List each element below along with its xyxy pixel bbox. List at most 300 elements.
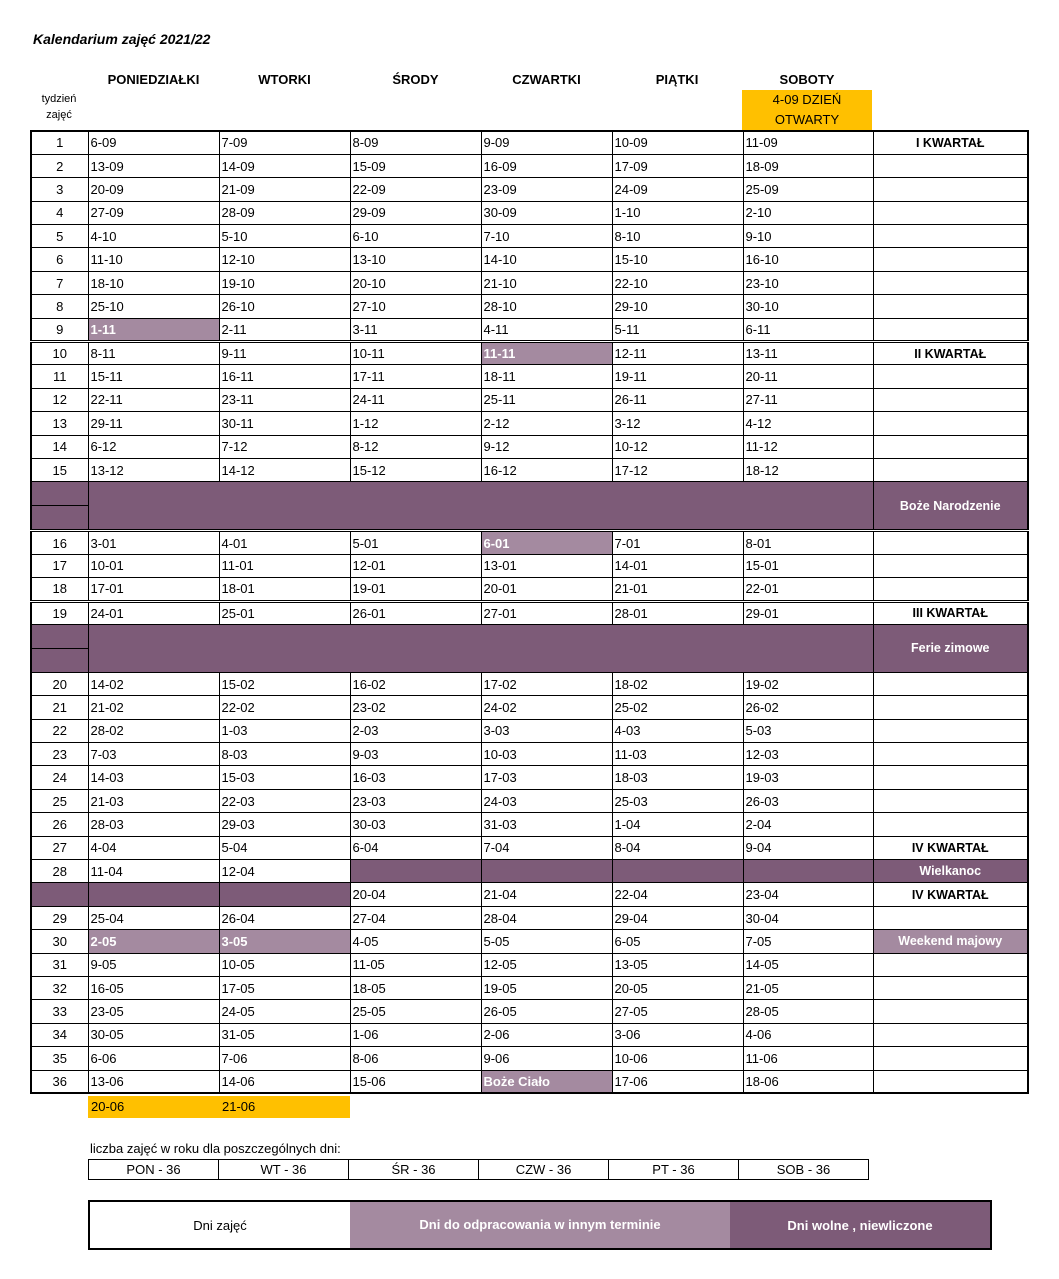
quarter-note bbox=[873, 953, 1028, 976]
day-cell: 18-09 bbox=[743, 154, 873, 177]
day-cell: 18-02 bbox=[612, 672, 743, 695]
day-cell: 31-05 bbox=[219, 1023, 350, 1046]
quarter-note bbox=[873, 318, 1028, 341]
day-cell: 21-02 bbox=[88, 696, 219, 719]
day-cell: 21-01 bbox=[612, 578, 743, 601]
day-cell bbox=[612, 860, 743, 883]
day-cell: 25-10 bbox=[88, 295, 219, 318]
day-cell: 15-09 bbox=[350, 154, 481, 177]
day-cell: 27-04 bbox=[350, 906, 481, 929]
day-cell: 14-12 bbox=[219, 458, 350, 481]
day-cell: 2-06 bbox=[481, 1023, 612, 1046]
day-cell: 18-12 bbox=[743, 458, 873, 481]
day-cell: 8-12 bbox=[350, 435, 481, 458]
day-cell: 9-04 bbox=[743, 836, 873, 859]
day-cell: 6-05 bbox=[612, 930, 743, 953]
day-cell: 9-03 bbox=[350, 743, 481, 766]
quarter-note bbox=[873, 531, 1028, 554]
day-cell: 28-09 bbox=[219, 201, 350, 224]
day-cell: 31-03 bbox=[481, 813, 612, 836]
day-cell: 30-04 bbox=[743, 906, 873, 929]
quarter-note bbox=[873, 1000, 1028, 1023]
week-row bbox=[31, 789, 1028, 812]
week-number: 33 bbox=[31, 1000, 88, 1023]
week-number: 11 bbox=[31, 365, 88, 388]
day-cell: 12-04 bbox=[219, 860, 350, 883]
week-row bbox=[31, 719, 1028, 742]
week-number: 13 bbox=[31, 412, 88, 435]
day-cell: 14-05 bbox=[743, 953, 873, 976]
day-cell: 11-06 bbox=[743, 1047, 873, 1070]
day-cell: 18-11 bbox=[481, 365, 612, 388]
day-cell: 20-11 bbox=[743, 365, 873, 388]
day-cell: 15-01 bbox=[743, 554, 873, 577]
day-cell: 28-03 bbox=[88, 813, 219, 836]
calendar-table bbox=[30, 130, 1029, 1094]
quarter-note bbox=[873, 388, 1028, 411]
week-row bbox=[31, 318, 1028, 341]
day-cell: 26-05 bbox=[481, 1000, 612, 1023]
day-cell: 20-04 bbox=[350, 883, 481, 906]
day-cell: 4-12 bbox=[743, 412, 873, 435]
day-cell: 18-10 bbox=[88, 271, 219, 294]
day-cell: 3-06 bbox=[612, 1023, 743, 1046]
day-cell: 23-05 bbox=[88, 1000, 219, 1023]
day-cell: 10-05 bbox=[219, 953, 350, 976]
day-cell: 3-03 bbox=[481, 719, 612, 742]
week-row bbox=[31, 601, 1028, 624]
legend-makeup-days: Dni do odpracowania w innym terminie bbox=[350, 1201, 730, 1249]
week-number: 35 bbox=[31, 1047, 88, 1070]
day-cell: 17-11 bbox=[350, 365, 481, 388]
day-cell: 16-11 bbox=[219, 365, 350, 388]
day-cell: 1-03 bbox=[219, 719, 350, 742]
day-cell: 24-05 bbox=[219, 1000, 350, 1023]
week-row bbox=[31, 365, 1028, 388]
count-friday: PT - 36 bbox=[609, 1160, 739, 1180]
day-cell: 6-12 bbox=[88, 435, 219, 458]
day-cell: 29-04 bbox=[612, 906, 743, 929]
week-number: 23 bbox=[31, 743, 88, 766]
day-cell: 11-01 bbox=[219, 554, 350, 577]
day-cell: 21-04 bbox=[481, 883, 612, 906]
day-cell: 16-09 bbox=[481, 154, 612, 177]
day-cell: 23-03 bbox=[350, 789, 481, 812]
day-cell: 23-04 bbox=[743, 883, 873, 906]
counts-table bbox=[88, 1159, 869, 1180]
day-cell: 18-01 bbox=[219, 578, 350, 601]
day-cell: 25-04 bbox=[88, 906, 219, 929]
week-row bbox=[31, 342, 1028, 365]
week-number: 28 bbox=[31, 860, 88, 883]
week-row bbox=[31, 578, 1028, 601]
day-cell: 19-10 bbox=[219, 271, 350, 294]
day-cell: 29-11 bbox=[88, 412, 219, 435]
day-cell: 12-10 bbox=[219, 248, 350, 271]
day-cell: 22-02 bbox=[219, 696, 350, 719]
day-cell: 12-05 bbox=[481, 953, 612, 976]
week-number: 31 bbox=[31, 953, 88, 976]
day-cell: 7-10 bbox=[481, 225, 612, 248]
day-cell: 27-10 bbox=[350, 295, 481, 318]
day-cell: 3-11 bbox=[350, 318, 481, 341]
week-number: 3 bbox=[31, 178, 88, 201]
legend-class-days: Dni zajęć bbox=[193, 1217, 247, 1233]
week-row bbox=[31, 930, 1028, 953]
day-cell: 14-09 bbox=[219, 154, 350, 177]
week-number: 1 bbox=[31, 131, 88, 154]
week-number: 8 bbox=[31, 295, 88, 318]
quarter-note: I KWARTAŁ bbox=[873, 131, 1028, 154]
day-cell: 27-01 bbox=[481, 601, 612, 624]
week-number: 27 bbox=[31, 836, 88, 859]
day-cell: 14-06 bbox=[219, 1070, 350, 1093]
day-cell: 19-05 bbox=[481, 977, 612, 1000]
day-cell: 3-12 bbox=[612, 412, 743, 435]
week-row bbox=[31, 860, 1028, 883]
day-cell: 5-10 bbox=[219, 225, 350, 248]
quarter-note bbox=[873, 578, 1028, 601]
day-cell: 25-03 bbox=[612, 789, 743, 812]
quarter-note bbox=[873, 248, 1028, 271]
day-cell: 24-11 bbox=[350, 388, 481, 411]
quarter-note bbox=[873, 1047, 1028, 1070]
quarter-note bbox=[873, 766, 1028, 789]
quarter-note bbox=[873, 295, 1028, 318]
day-cell: 26-01 bbox=[350, 601, 481, 624]
day-cell: 19-03 bbox=[743, 766, 873, 789]
day-cell: 28-04 bbox=[481, 906, 612, 929]
week-number: 4 bbox=[31, 201, 88, 224]
day-cell: 22-01 bbox=[743, 578, 873, 601]
day-cell: 26-04 bbox=[219, 906, 350, 929]
day-cell: 12-03 bbox=[743, 743, 873, 766]
day-cell: 7-03 bbox=[88, 743, 219, 766]
day-cell: 21-09 bbox=[219, 178, 350, 201]
break-week-cell bbox=[31, 648, 88, 672]
quarter-note: II KWARTAŁ bbox=[873, 342, 1028, 365]
day-cell: 2-03 bbox=[350, 719, 481, 742]
week-row bbox=[31, 458, 1028, 481]
day-cell: 7-06 bbox=[219, 1047, 350, 1070]
day-cell: 27-05 bbox=[612, 1000, 743, 1023]
day-cell: 20-10 bbox=[350, 271, 481, 294]
day-cell: 17-05 bbox=[219, 977, 350, 1000]
day-cell: 25-02 bbox=[612, 696, 743, 719]
week-number: 5 bbox=[31, 225, 88, 248]
day-cell: 8-01 bbox=[743, 531, 873, 554]
day-cell: 28-01 bbox=[612, 601, 743, 624]
day-cell: 8-09 bbox=[350, 131, 481, 154]
day-cell: 7-12 bbox=[219, 435, 350, 458]
break-label: Ferie zimowe bbox=[873, 624, 1028, 672]
day-cell: 21-10 bbox=[481, 271, 612, 294]
day-cell: 1-06 bbox=[350, 1023, 481, 1046]
day-cell: 14-10 bbox=[481, 248, 612, 271]
quarter-note bbox=[873, 435, 1028, 458]
day-cell: 12-11 bbox=[612, 342, 743, 365]
day-cell: 26-10 bbox=[219, 295, 350, 318]
week-row bbox=[31, 131, 1028, 154]
quarter-note bbox=[873, 696, 1028, 719]
day-cell: 1-10 bbox=[612, 201, 743, 224]
day-cell: 11-09 bbox=[743, 131, 873, 154]
day-cell: 28-05 bbox=[743, 1000, 873, 1023]
day-cell: 23-02 bbox=[350, 696, 481, 719]
week-row bbox=[31, 388, 1028, 411]
week-number: 18 bbox=[31, 578, 88, 601]
day-cell: 4-10 bbox=[88, 225, 219, 248]
day-cell: 10-06 bbox=[612, 1047, 743, 1070]
day-cell: 13-09 bbox=[88, 154, 219, 177]
week-row bbox=[31, 977, 1028, 1000]
day-cell: 2-10 bbox=[743, 201, 873, 224]
day-cell: 9-10 bbox=[743, 225, 873, 248]
week-row bbox=[31, 813, 1028, 836]
header-thursday: CZWARTKI bbox=[512, 72, 581, 87]
quarter-note bbox=[873, 789, 1028, 812]
day-cell: 29-09 bbox=[350, 201, 481, 224]
day-cell: 20-09 bbox=[88, 178, 219, 201]
day-cell: 23-11 bbox=[219, 388, 350, 411]
day-cell: 30-11 bbox=[219, 412, 350, 435]
quarter-note: III KWARTAŁ bbox=[873, 601, 1028, 624]
day-cell bbox=[481, 860, 612, 883]
week-number: 34 bbox=[31, 1023, 88, 1046]
week-row bbox=[31, 295, 1028, 318]
day-cell: 22-11 bbox=[88, 388, 219, 411]
week-row bbox=[31, 248, 1028, 271]
week-row bbox=[31, 154, 1028, 177]
day-cell: 4-05 bbox=[350, 930, 481, 953]
day-cell: 24-01 bbox=[88, 601, 219, 624]
day-cell: 6-01 bbox=[481, 531, 612, 554]
day-cell: 3-01 bbox=[88, 531, 219, 554]
day-cell: 9-09 bbox=[481, 131, 612, 154]
day-cell: 6-04 bbox=[350, 836, 481, 859]
quarter-note bbox=[873, 1023, 1028, 1046]
week-number: 15 bbox=[31, 458, 88, 481]
day-cell: 16-12 bbox=[481, 458, 612, 481]
count-monday: PON - 36 bbox=[89, 1160, 219, 1180]
day-cell: 15-12 bbox=[350, 458, 481, 481]
quarter-note bbox=[873, 906, 1028, 929]
day-cell: 4-03 bbox=[612, 719, 743, 742]
day-cell: 8-10 bbox=[612, 225, 743, 248]
day-cell: 24-03 bbox=[481, 789, 612, 812]
week-number: 29 bbox=[31, 906, 88, 929]
extra-day-monday: 20-06 bbox=[88, 1096, 219, 1118]
day-cell: 11-04 bbox=[88, 860, 219, 883]
week-row bbox=[31, 271, 1028, 294]
week-number: 22 bbox=[31, 719, 88, 742]
day-cell: 24-02 bbox=[481, 696, 612, 719]
week-row bbox=[31, 435, 1028, 458]
day-cell: 29-03 bbox=[219, 813, 350, 836]
break-row bbox=[31, 624, 1028, 648]
day-cell: 7-01 bbox=[612, 531, 743, 554]
day-cell: 5-03 bbox=[743, 719, 873, 742]
day-cell: 18-06 bbox=[743, 1070, 873, 1093]
day-cell: 11-05 bbox=[350, 953, 481, 976]
day-cell: 2-04 bbox=[743, 813, 873, 836]
quarter-note bbox=[873, 813, 1028, 836]
day-cell: 15-02 bbox=[219, 672, 350, 695]
day-cell: 17-02 bbox=[481, 672, 612, 695]
day-cell: 5-11 bbox=[612, 318, 743, 341]
header-friday: PIĄTKI bbox=[655, 72, 699, 87]
quarter-note bbox=[873, 154, 1028, 177]
day-cell: 15-10 bbox=[612, 248, 743, 271]
day-cell: 20-05 bbox=[612, 977, 743, 1000]
count-saturday: SOB - 36 bbox=[739, 1160, 869, 1180]
legend-table bbox=[88, 1200, 992, 1250]
week-number: 17 bbox=[31, 554, 88, 577]
day-cell bbox=[88, 883, 219, 906]
quarter-note bbox=[873, 178, 1028, 201]
day-cell: 11-12 bbox=[743, 435, 873, 458]
day-cell: 29-10 bbox=[612, 295, 743, 318]
day-cell: 22-03 bbox=[219, 789, 350, 812]
day-cell: 21-05 bbox=[743, 977, 873, 1000]
day-cell: 16-03 bbox=[350, 766, 481, 789]
week-row bbox=[31, 1070, 1028, 1093]
day-cell: 15-11 bbox=[88, 365, 219, 388]
quarter-note: Weekend majowy bbox=[873, 930, 1028, 953]
day-cell: 8-04 bbox=[612, 836, 743, 859]
day-cell: 13-05 bbox=[612, 953, 743, 976]
day-cell: 11-10 bbox=[88, 248, 219, 271]
week-number bbox=[31, 883, 88, 906]
day-cell: 15-06 bbox=[350, 1070, 481, 1093]
day-cell: 13-11 bbox=[743, 342, 873, 365]
day-cell: 19-01 bbox=[350, 578, 481, 601]
quarter-note bbox=[873, 743, 1028, 766]
day-cell: 9-12 bbox=[481, 435, 612, 458]
count-wednesday: ŚR - 36 bbox=[349, 1160, 479, 1180]
header-saturday: SOBOTY bbox=[779, 72, 835, 87]
day-cell: 4-06 bbox=[743, 1023, 873, 1046]
quarter-note bbox=[873, 672, 1028, 695]
open-day-badge: 4-09 DZIEŃ OTWARTY bbox=[742, 90, 872, 130]
week-row bbox=[31, 696, 1028, 719]
day-cell: 4-04 bbox=[88, 836, 219, 859]
day-cell: 13-12 bbox=[88, 458, 219, 481]
day-cell: 9-06 bbox=[481, 1047, 612, 1070]
quarter-note bbox=[873, 271, 1028, 294]
week-number: 36 bbox=[31, 1070, 88, 1093]
day-cell: 4-01 bbox=[219, 531, 350, 554]
week-row bbox=[31, 554, 1028, 577]
quarter-note bbox=[873, 554, 1028, 577]
day-cell: 5-04 bbox=[219, 836, 350, 859]
week-row bbox=[31, 906, 1028, 929]
day-cell: 7-04 bbox=[481, 836, 612, 859]
day-cell: 30-03 bbox=[350, 813, 481, 836]
week-row bbox=[31, 743, 1028, 766]
week-row bbox=[31, 953, 1028, 976]
header-tuesday: WTORKI bbox=[258, 72, 311, 87]
day-cell: 12-01 bbox=[350, 554, 481, 577]
break-band bbox=[88, 624, 873, 672]
day-cell: 1-12 bbox=[350, 412, 481, 435]
day-cell: 2-12 bbox=[481, 412, 612, 435]
quarter-note bbox=[873, 412, 1028, 435]
header-wednesday: ŚRODY bbox=[392, 72, 439, 87]
week-number: 20 bbox=[31, 672, 88, 695]
day-cell: 16-02 bbox=[350, 672, 481, 695]
quarter-note: IV KWARTAŁ bbox=[873, 836, 1028, 859]
week-number: 25 bbox=[31, 789, 88, 812]
week-row bbox=[31, 766, 1028, 789]
day-cell: 5-01 bbox=[350, 531, 481, 554]
quarter-note: IV KWARTAŁ bbox=[873, 883, 1028, 906]
day-cell: 2-11 bbox=[219, 318, 350, 341]
day-cell: 20-01 bbox=[481, 578, 612, 601]
week-number: 32 bbox=[31, 977, 88, 1000]
day-cell: 10-11 bbox=[350, 342, 481, 365]
day-cell: 22-10 bbox=[612, 271, 743, 294]
quarter-note bbox=[873, 977, 1028, 1000]
day-cell: 17-09 bbox=[612, 154, 743, 177]
day-cell: 18-03 bbox=[612, 766, 743, 789]
week-number: 12 bbox=[31, 388, 88, 411]
day-cell: 27-11 bbox=[743, 388, 873, 411]
day-cell: 26-02 bbox=[743, 696, 873, 719]
week-number: 2 bbox=[31, 154, 88, 177]
day-cell: 22-04 bbox=[612, 883, 743, 906]
legend-days-off: Dni wolne , niewliczone bbox=[730, 1201, 991, 1249]
week-row bbox=[31, 225, 1028, 248]
day-cell: Boże Ciało bbox=[481, 1070, 612, 1093]
day-cell: 15-03 bbox=[219, 766, 350, 789]
week-row bbox=[31, 531, 1028, 554]
day-cell: 30-10 bbox=[743, 295, 873, 318]
week-row bbox=[31, 178, 1028, 201]
day-cell: 28-02 bbox=[88, 719, 219, 742]
day-cell: 6-11 bbox=[743, 318, 873, 341]
day-cell: 25-05 bbox=[350, 1000, 481, 1023]
day-cell: 10-09 bbox=[612, 131, 743, 154]
week-column-label: tydzień zajęć bbox=[41, 93, 77, 121]
day-cell: 8-03 bbox=[219, 743, 350, 766]
day-cell: 8-11 bbox=[88, 342, 219, 365]
week-row bbox=[31, 883, 1028, 906]
day-cell bbox=[219, 883, 350, 906]
day-cell: 16-05 bbox=[88, 977, 219, 1000]
week-number: 16 bbox=[31, 531, 88, 554]
day-cell: 25-01 bbox=[219, 601, 350, 624]
day-cell: 10-03 bbox=[481, 743, 612, 766]
week-row bbox=[31, 1047, 1028, 1070]
header-monday: PONIEDZIAŁKI bbox=[107, 72, 200, 87]
day-cell: 14-03 bbox=[88, 766, 219, 789]
day-cell: 10-01 bbox=[88, 554, 219, 577]
day-cell: 13-06 bbox=[88, 1070, 219, 1093]
day-cell: 13-01 bbox=[481, 554, 612, 577]
day-cell: 19-11 bbox=[612, 365, 743, 388]
week-row bbox=[31, 1023, 1028, 1046]
day-cell: 11-11 bbox=[481, 342, 612, 365]
quarter-note bbox=[873, 225, 1028, 248]
page-title: Kalendarium zajęć 2021/22 bbox=[33, 31, 211, 47]
day-cell: 9-11 bbox=[219, 342, 350, 365]
day-cell: 5-05 bbox=[481, 930, 612, 953]
day-cell: 23-10 bbox=[743, 271, 873, 294]
day-cell: 23-09 bbox=[481, 178, 612, 201]
extra-day-tuesday: 21-06 bbox=[219, 1096, 350, 1118]
day-cell: 13-10 bbox=[350, 248, 481, 271]
